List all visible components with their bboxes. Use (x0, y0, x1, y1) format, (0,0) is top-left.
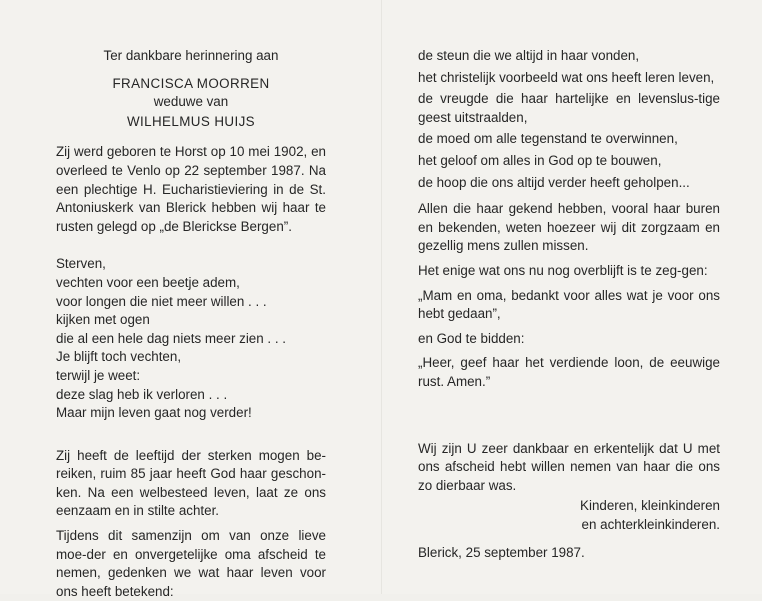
memory-line: de vreugde die haar hartelijke en levenslus-tige geest uitstraalden, (418, 91, 720, 125)
right-page (418, 47, 720, 563)
relation-text: weduwe van (153, 94, 229, 110)
memory-line: de hoop die ons altijd verder heeft geholpen... (418, 174, 690, 190)
card-fold-line (381, 0, 382, 594)
together-paragraph: Tijdens dit samenzijn om van onze lieve moe-der en onvergetelijke oma afscheid te nemen, gedenken we wat haar leven voor ons heeft betekend: (56, 528, 326, 599)
signature-line: en achterkleinkinderen. (581, 516, 720, 532)
place-date: Blerick, 25 september 1987. (418, 545, 585, 561)
memory-line: het geloof om alles in God op te bouwen, (418, 152, 662, 168)
memory-line: de moed om alle tegenstand te overwinnen, (418, 131, 678, 147)
poem (56, 255, 326, 422)
known-paragraph: Allen die haar gekend hebben, vooral haar buren en bekenden, weten hoezeer wij dit zorgzaam en gezellig mens zullen missen. (418, 201, 720, 254)
prayer-quote: „Heer, geef haar het verdiende loon, de eeuwige rust. Amen.” (418, 355, 720, 389)
poem-line: kijken met ogen (56, 312, 150, 328)
poem-line: voor longen die niet meer willen . . . (56, 293, 267, 309)
memory-line: de steun die we altijd in haar vonden, (418, 48, 640, 63)
spouse-name: WILHELMUS HUIJS (126, 113, 256, 129)
biography-paragraph: Zij werd geboren te Horst op 10 mei 1902, en overleed te Venlo op 22 september 1987. Na een plechtige H. Eucharistieviering in de St. Antoniuskerk van Blerick hebben wij haar te rusten gelegd op „de Blerickse Bergen”. (56, 144, 326, 234)
signature (418, 497, 720, 534)
remains-paragraph: Het enige wat ons nu nog overblijft is te zeg-gen: (418, 262, 708, 278)
poem-line: Sterven, (56, 256, 106, 272)
signature-line: Kinderen, kleinkinderen (580, 498, 720, 514)
poem-line: deze slag heb ik verloren . . . (56, 386, 228, 402)
memory-line: het christelijk voorbeeld wat ons heeft leren leven, (418, 69, 715, 85)
thanks-quote: „Mam en oma, bedankt voor alles wat je voor ons hebt gedaan”, (418, 287, 720, 322)
poem-line: die al een hele dag niets meer zien . . . (56, 330, 287, 346)
left-page (56, 47, 326, 601)
deceased-name: FRANCISCA MOORREN (112, 75, 270, 91)
poem-line: terwijl je weet: (56, 367, 141, 383)
pray-text: en God te bidden: (418, 330, 525, 346)
age-paragraph: Zij heeft de leeftijd der sterken mogen be-reiken, ruim 85 jaar heeft God haar geschon-ken. Na een welbesteed leven, laat ze ons eenzaam en in stilte achter. (56, 447, 326, 519)
poem-line: vechten voor een beetje adem, (56, 274, 240, 290)
poem-line: Maar mijn leven gaat nog verder! (56, 405, 252, 421)
gratitude-paragraph: Wij zijn U zeer dankbaar en erkentelijk dat U met ons afscheid hebt willen nemen van haar die ons zo dierbaar was. (418, 440, 720, 493)
intro-text: Ter dankbare herinnering aan (103, 48, 279, 63)
poem-line: Je blijft toch vechten, (56, 349, 182, 365)
